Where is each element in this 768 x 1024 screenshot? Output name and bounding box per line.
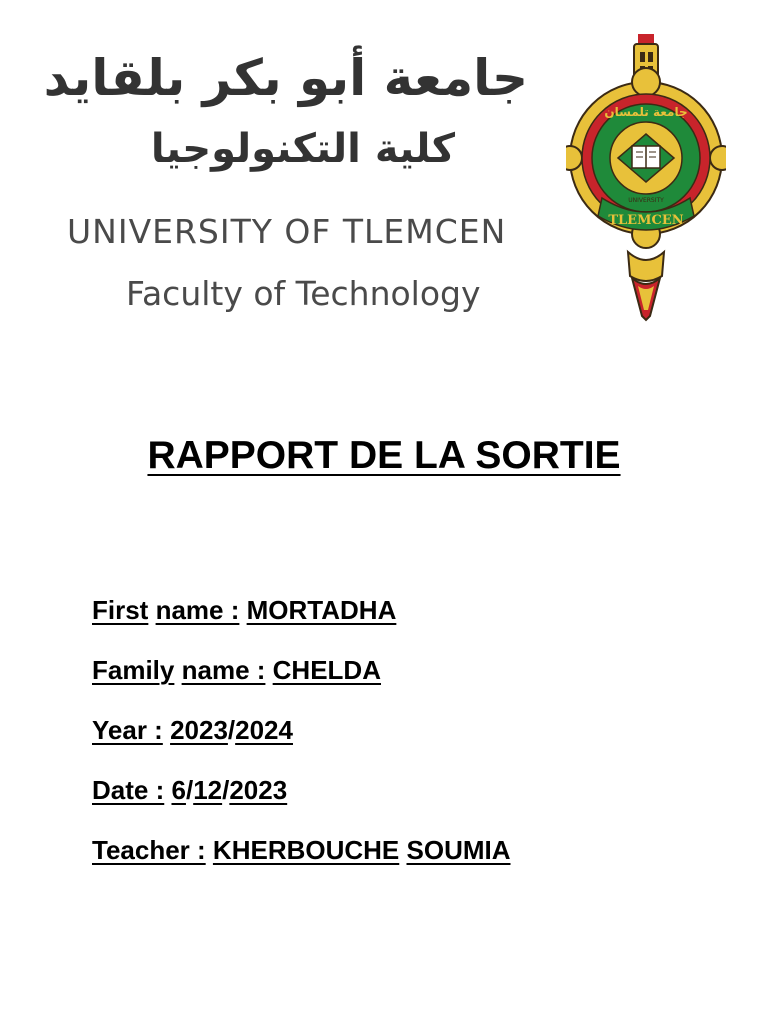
- family-name-value: CHELDA: [272, 655, 381, 685]
- date-year: 2023: [229, 775, 288, 805]
- year-label: Year :: [92, 715, 163, 745]
- university-emblem-icon: [566, 30, 726, 322]
- teacher-last-name: KHERBOUCHE: [212, 835, 400, 865]
- emblem-ribbon-small: UNIVERSITY: [628, 197, 664, 204]
- emblem-pendant: [628, 252, 664, 320]
- date-label: Date :: [92, 775, 165, 805]
- year-end: 2024: [235, 715, 293, 745]
- year-separator: /: [227, 715, 236, 745]
- year-line: [92, 700, 511, 760]
- year-start: 2023: [170, 715, 228, 745]
- student-info: [92, 580, 511, 880]
- arabic-university-name: جامعة أبو بكر بلقايد: [43, 49, 528, 107]
- date-separator-2: /: [222, 775, 230, 805]
- first-name-value: MORTADHA: [246, 595, 397, 625]
- teacher-first-name: SOUMIA: [406, 835, 511, 865]
- date-separator-1: /: [185, 775, 194, 805]
- family-name-line: [92, 640, 511, 700]
- date-day: 6: [171, 775, 186, 805]
- teacher-label: Teacher :: [92, 835, 206, 865]
- emblem-ribbon-text: TLEMCEN: [608, 213, 684, 228]
- date-line: [92, 760, 511, 820]
- university-name: UNIVERSITY OF TLEMCEN: [67, 212, 507, 251]
- first-name-label-word1: First: [92, 595, 149, 625]
- first-name-label-word2: name :: [155, 595, 240, 625]
- report-title-text: RAPPORT DE LA SORTIE: [147, 434, 621, 477]
- emblem-ring-text: جامعة تلمسان: [604, 105, 688, 119]
- arabic-faculty-name: كلية التكنولوجيا: [150, 126, 455, 172]
- teacher-line: [92, 820, 511, 880]
- report-title: [0, 430, 768, 482]
- date-month: 12: [193, 775, 223, 805]
- faculty-name: Faculty of Technology: [126, 274, 481, 313]
- family-name-label-word1: Family: [92, 655, 175, 685]
- first-name-line: [92, 580, 511, 640]
- header: [40, 28, 740, 328]
- family-name-label-word2: name :: [181, 655, 266, 685]
